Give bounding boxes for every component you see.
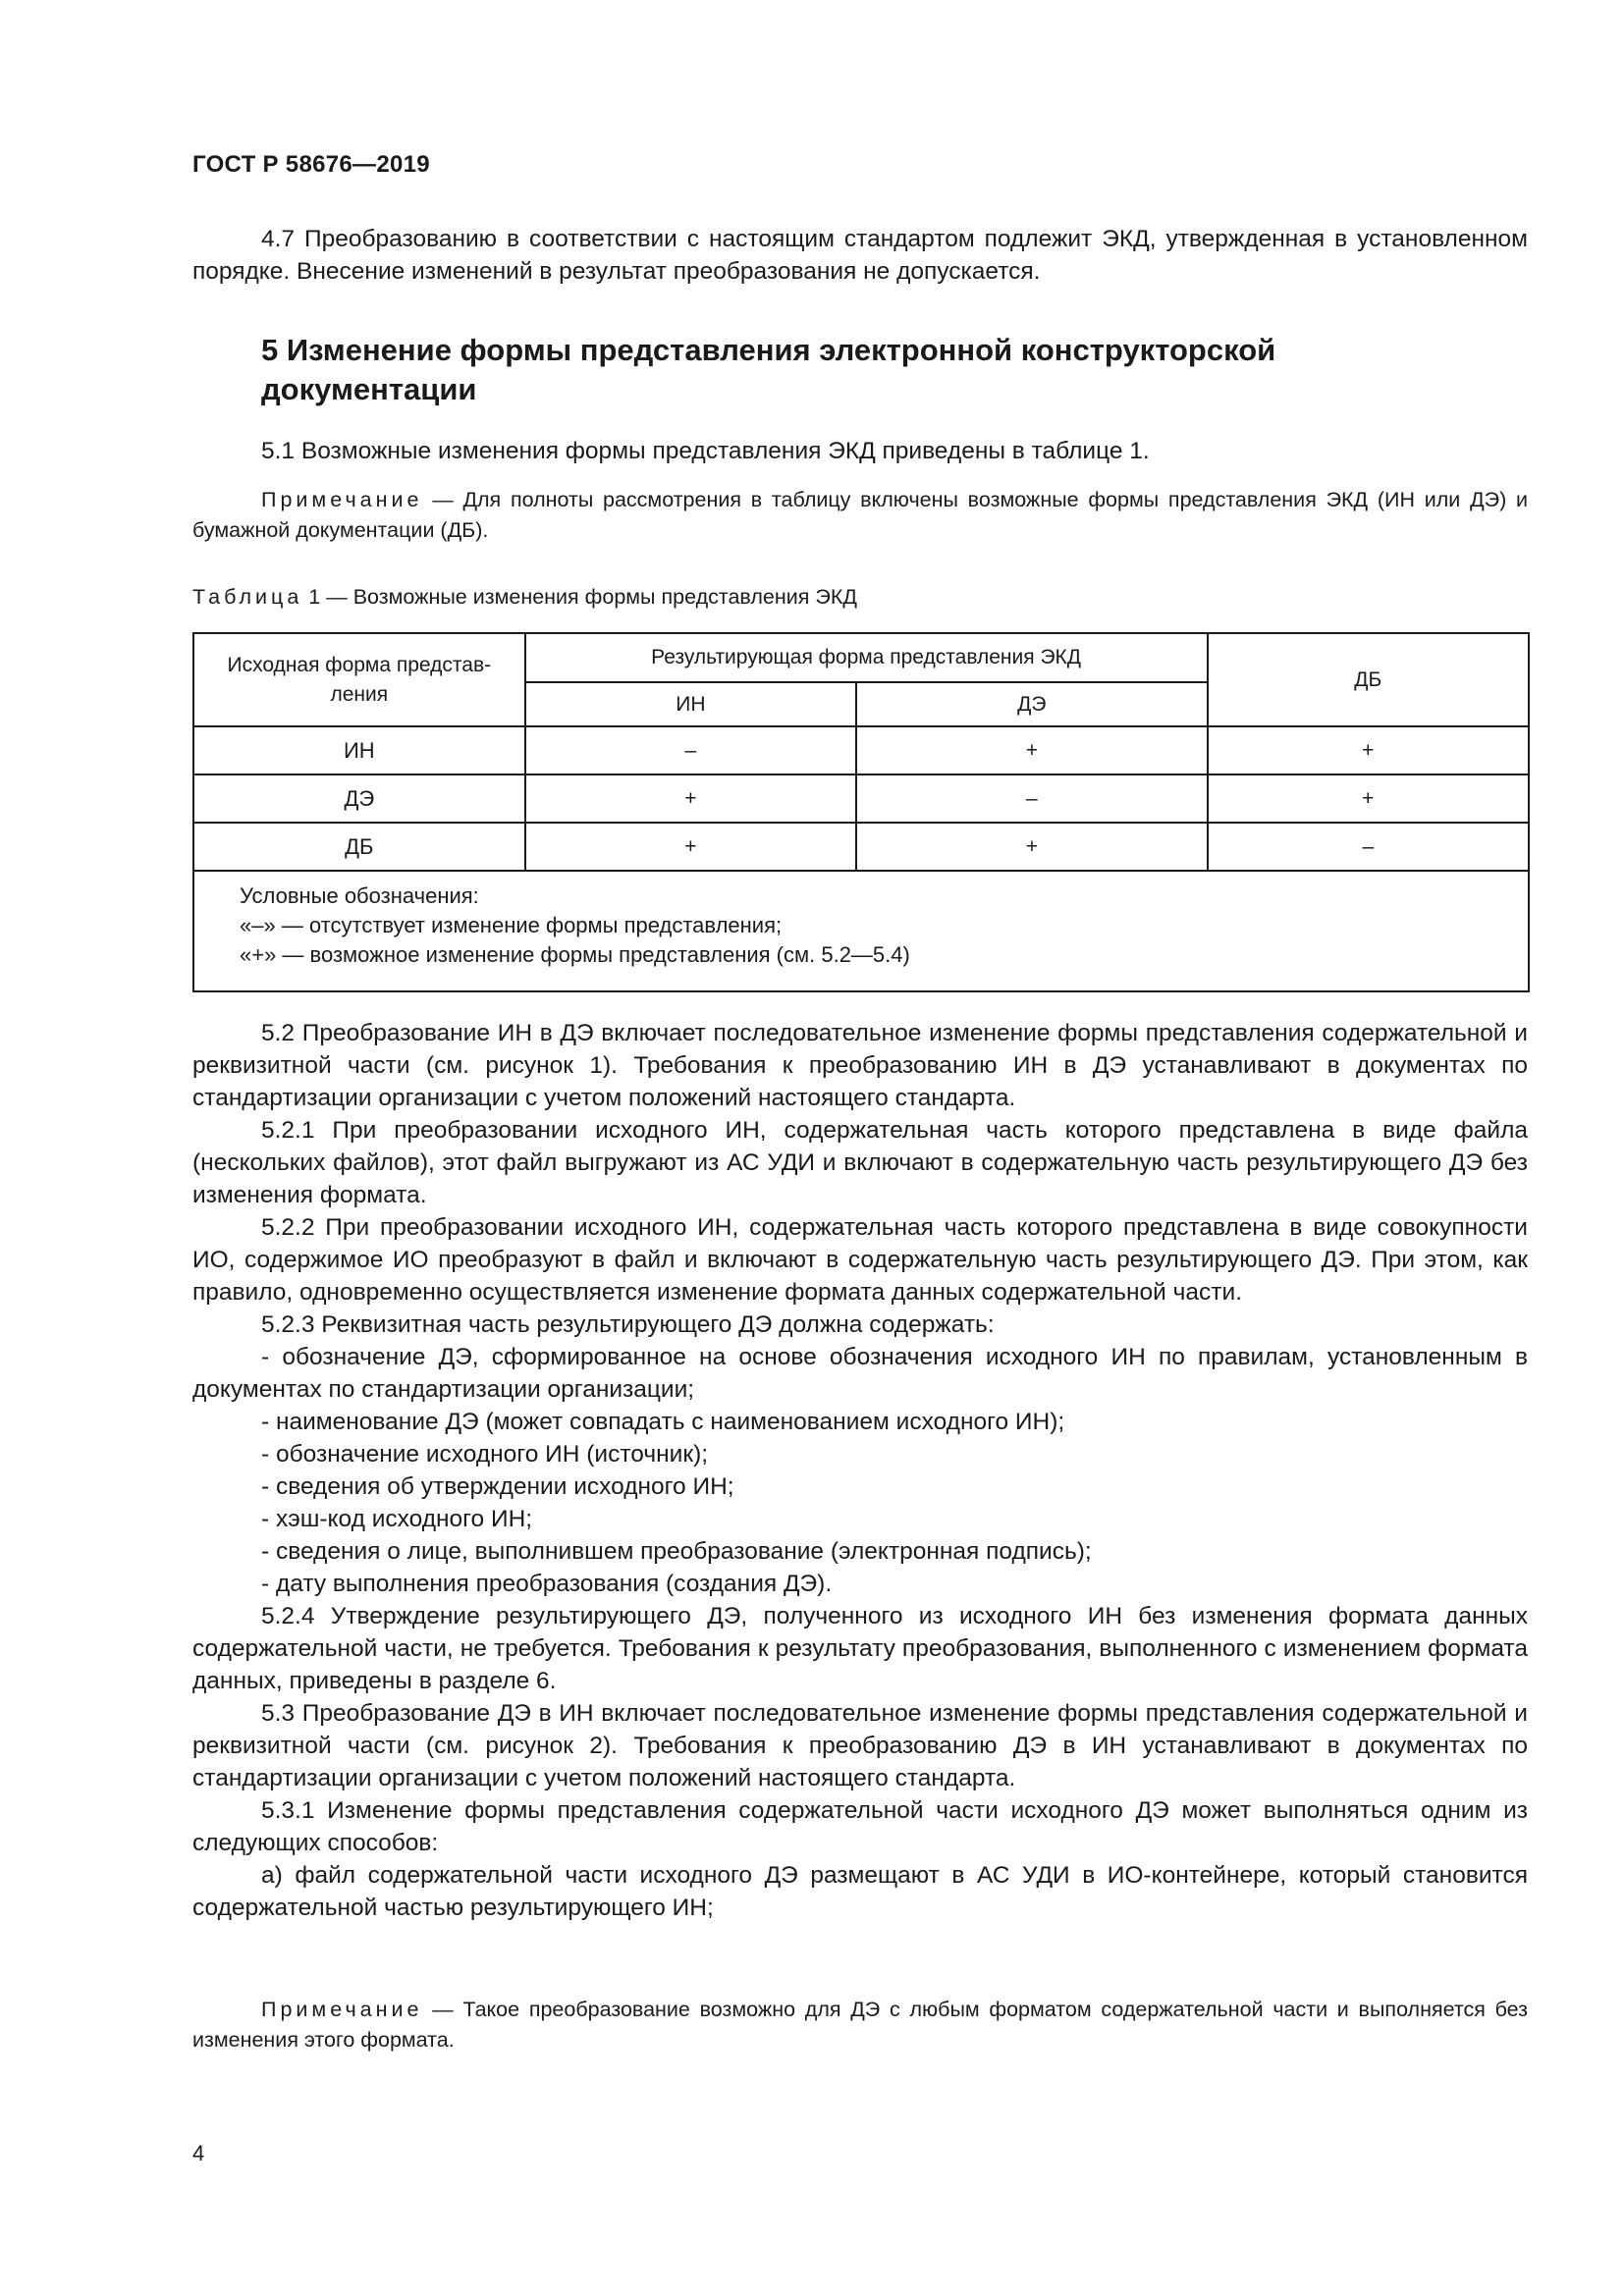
cell-in: – (525, 726, 857, 774)
note-1-label: Примечание (261, 488, 423, 511)
document-header: ГОСТ Р 58676—2019 (192, 151, 430, 178)
table-row (193, 823, 1529, 871)
cell-db: + (1208, 726, 1529, 774)
table-1-caption-text: 1 — Возможные изменения формы представления ЭКД (302, 585, 857, 609)
row-label: ДЭ (193, 774, 525, 823)
header-db: ДБ (1208, 633, 1529, 726)
header-source-form: Исходная форма представ-ления (193, 633, 525, 726)
header-in: ИН (525, 682, 857, 726)
header-result-form: Результирующая форма представления ЭКД (525, 633, 1208, 682)
page-number: 4 (192, 2141, 205, 2165)
paragraph-5-3: 5.3 Преобразование ДЭ в ИН включает последовательное изменение формы представления содержательной и реквизитной части (см. рисунок 2). Требования к преобразованию ДЭ в ИН устанавливают в документах по стандартизации организации с учетом положений настоящего стандарта. (192, 1700, 1528, 1791)
table-1-legend (193, 871, 1529, 991)
legend-minus: «–» — отсутствует изменение формы представления; (240, 913, 783, 937)
table-row (193, 774, 1529, 823)
cell-de: – (856, 774, 1207, 823)
paragraph-5-2-3: 5.2.3 Реквизитная часть результирующего ДЭ должна содержать: (261, 1311, 995, 1338)
cell-db: + (1208, 774, 1529, 823)
note-2-text: — Такое преобразование возможно для ДЭ с любым форматом содержательной части и выполняется без изменения этого формата. (192, 1998, 1528, 2052)
cell-in: + (525, 774, 857, 823)
paragraph-5-2-4: 5.2.4 Утверждение результирующего ДЭ, полученного из исходного ИН без изменения формата данных содержательной части, не требуется. Требования к результату преобразования, выполненного с изменением формата данных, приведены в разделе 6. (192, 1603, 1528, 1694)
cell-in: + (525, 823, 857, 871)
table-1-caption-label: Таблица (192, 585, 303, 609)
paragraph-4-7: 4.7 Преобразованию в соответствии с настоящим стандартом подлежит ЭКД, утвержденная в установленном порядке. Внесение изменений в результат преобразования не допускается. (192, 226, 1528, 285)
note-2 (192, 1995, 1528, 2056)
list-item: - наименование ДЭ (может совпадать с наименованием исходного ИН); (261, 1409, 1065, 1435)
table-row (193, 726, 1529, 774)
note-1-text: — Для полноты рассмотрения в таблицу включены возможные формы представления ЭКД (ИН или ДЭ) и бумажной документации (ДБ). (192, 488, 1528, 542)
cell-de: + (856, 726, 1207, 774)
paragraph-5-2-2: 5.2.2 При преобразовании исходного ИН, содержательная часть которого представлена в виде совокупности ИО, содержимое ИО преобразуют в файл и включают в содержательную часть результирующего ДЭ. При этом, как правило, одновременно осуществляется изменение формата данных содержательной части. (192, 1214, 1528, 1306)
main-text-block (192, 1017, 1528, 1924)
paragraph-5-3-1-a: а) файл содержательной части исходного ДЭ размещают в АС УДИ в ИО-контейнере, который становится содержательной частью результирующего ИН; (192, 1862, 1528, 1921)
header-de: ДЭ (856, 682, 1207, 726)
cell-de: + (856, 823, 1207, 871)
table-1-caption (192, 585, 857, 610)
legend-plus: «+» — возможное изменение формы представления (см. 5.2—5.4) (240, 942, 910, 967)
section-5-title: 5 Изменение формы представления электронной конструкторской документации (261, 333, 1276, 406)
paragraph-5-1: 5.1 Возможные изменения формы представления ЭКД приведены в таблице 1. (261, 438, 1150, 464)
list-item: - обозначение ДЭ, сформированное на основе обозначения исходного ИН по правилам, установленным в документах по стандартизации организации; (192, 1344, 1528, 1403)
note-2-label: Примечание (261, 1998, 423, 2021)
table-1 (192, 632, 1530, 992)
list-item: - сведения о лице, выполнившем преобразование (электронная подпись); (261, 1538, 1092, 1565)
row-label: ДБ (193, 823, 525, 871)
paragraph-5-2: 5.2 Преобразование ИН в ДЭ включает последовательное изменение формы представления содержательной и реквизитной части (см. рисунок 1). Требования к преобразованию ИН в ДЭ устанавливают в документах по стандартизации организации с учетом положений настоящего стандарта. (192, 1020, 1528, 1111)
list-item: - сведения об утверждении исходного ИН; (261, 1473, 734, 1500)
paragraph-5-2-1: 5.2.1 При преобразовании исходного ИН, содержательная часть которого представлена в виде файла (нескольких файлов), этот файл выгружают из АС УДИ и включают в содержательную часть результирующего ДЭ без изменения формата. (192, 1117, 1528, 1208)
legend-title: Условные обозначения: (240, 883, 479, 908)
list-item: - дату выполнения преобразования (создания ДЭ). (261, 1571, 833, 1597)
note-1 (192, 485, 1528, 546)
list-item: - обозначение исходного ИН (источник); (261, 1441, 709, 1468)
list-item: - хэш-код исходного ИН; (261, 1506, 533, 1532)
paragraph-5-3-1: 5.3.1 Изменение формы представления содержательной части исходного ДЭ может выполняться одним из следующих способов: (192, 1797, 1528, 1856)
row-label: ИН (193, 726, 525, 774)
cell-db: – (1208, 823, 1529, 871)
